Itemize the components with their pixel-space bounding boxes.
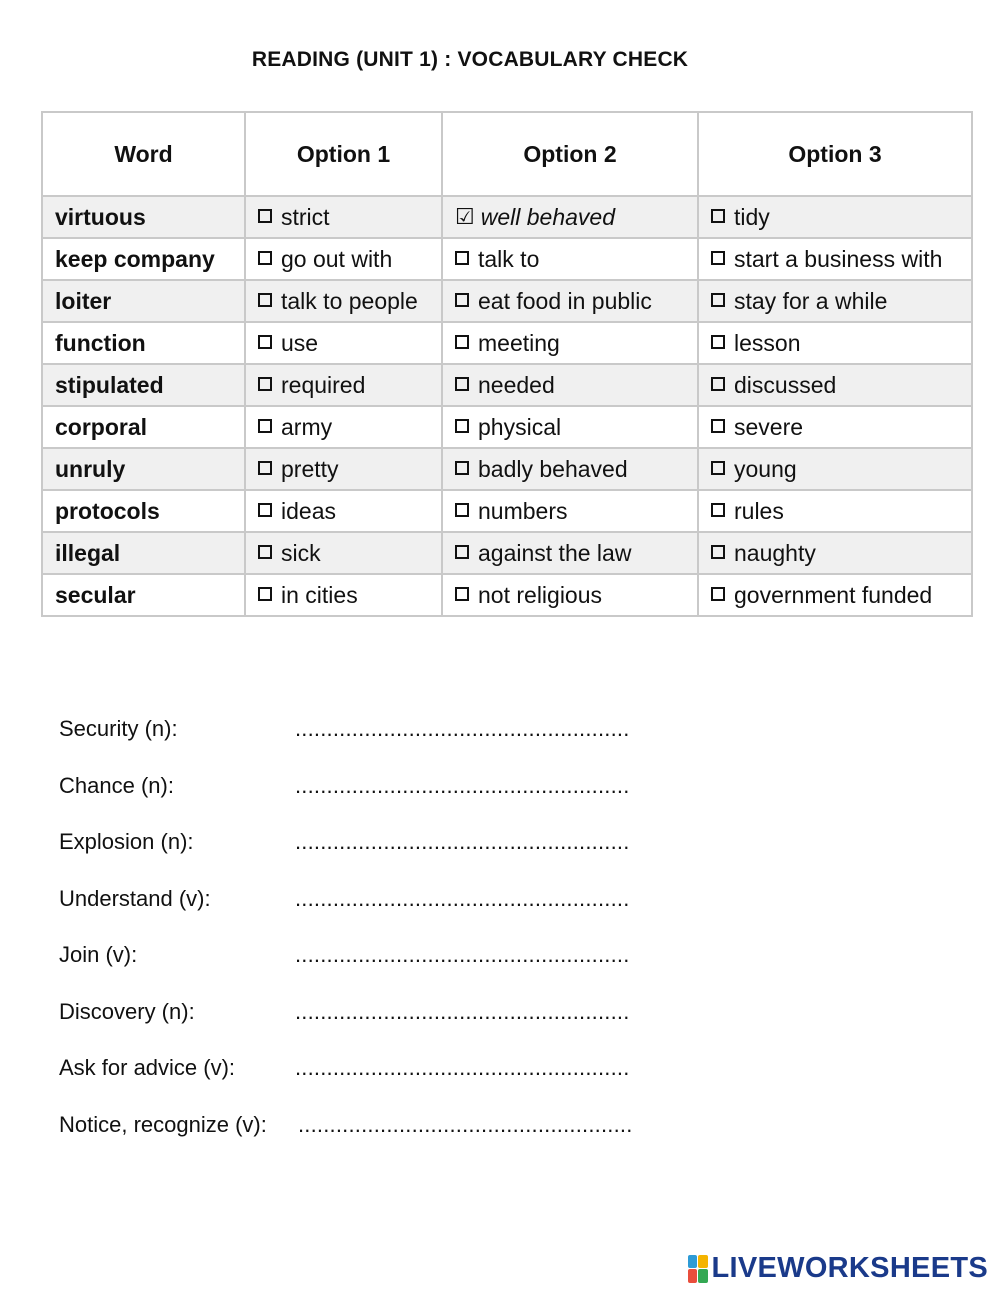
checkbox-icon[interactable]	[711, 587, 725, 601]
option-label: required	[281, 371, 366, 398]
fill-in-label: Chance (n):	[59, 772, 174, 798]
answer-blank[interactable]: .....................................................	[295, 1055, 630, 1080]
checkbox-icon[interactable]	[711, 461, 725, 475]
option-choice[interactable]	[455, 456, 697, 483]
checkbox-icon[interactable]	[711, 419, 725, 433]
fill-in-item	[59, 942, 709, 999]
option-label: talk to	[478, 245, 540, 272]
fill-in-label: Discovery (n):	[59, 998, 195, 1024]
checkbox-icon[interactable]	[258, 335, 272, 349]
header-option-1: Option 1	[245, 112, 442, 196]
checkbox-icon[interactable]	[258, 587, 272, 601]
checkbox-icon[interactable]	[711, 377, 725, 391]
option-choice[interactable]	[711, 414, 971, 441]
option-choice[interactable]	[455, 498, 697, 525]
logo-tile	[698, 1255, 708, 1269]
table-row	[42, 238, 972, 280]
checkbox-icon[interactable]	[455, 461, 469, 475]
option-2-cell	[442, 490, 698, 532]
option-choice[interactable]	[711, 456, 971, 483]
option-label: in cities	[281, 581, 358, 608]
checkbox-icon[interactable]	[711, 209, 725, 223]
vocab-word: unruly	[42, 448, 245, 490]
checkbox-icon[interactable]	[455, 587, 469, 601]
option-label: government funded	[734, 581, 933, 608]
option-choice[interactable]	[455, 540, 697, 567]
option-choice[interactable]	[711, 498, 971, 525]
answer-blank[interactable]: .....................................................	[295, 998, 630, 1024]
checkbox-icon[interactable]	[455, 251, 469, 265]
option-choice[interactable]	[258, 498, 441, 525]
option-choice[interactable]	[258, 540, 441, 567]
option-3-cell	[698, 448, 972, 490]
option-1-cell	[245, 322, 442, 364]
option-choice[interactable]	[258, 456, 441, 483]
checkbox-icon[interactable]	[711, 293, 725, 307]
option-choice[interactable]	[711, 288, 971, 315]
option-label: physical	[478, 413, 562, 440]
fill-in-label: Security (n):	[59, 716, 178, 741]
vocab-word: function	[42, 322, 245, 364]
option-3-cell	[698, 238, 972, 280]
option-label: severe	[734, 413, 804, 440]
option-label: needed	[478, 371, 555, 398]
checkbox-icon[interactable]	[455, 335, 469, 349]
option-choice[interactable]	[258, 204, 441, 231]
vocab-word: protocols	[42, 490, 245, 532]
checkbox-icon[interactable]	[258, 461, 272, 475]
table-row	[42, 322, 972, 364]
checkbox-icon[interactable]	[455, 377, 469, 391]
checkbox-icon[interactable]	[258, 293, 272, 307]
option-choice[interactable]	[711, 582, 971, 609]
option-2-cell	[442, 574, 698, 616]
option-label: naughty	[734, 539, 816, 566]
option-label: discussed	[734, 371, 837, 398]
option-choice[interactable]	[258, 414, 441, 441]
fill-in-label: Understand (v):	[59, 885, 211, 911]
option-choice[interactable]	[711, 330, 971, 357]
option-2-cell	[442, 196, 698, 238]
header-word: Word	[42, 112, 245, 196]
option-label: use	[281, 329, 319, 356]
option-choice[interactable]	[455, 330, 697, 357]
answer-blank[interactable]: .....................................................	[295, 716, 630, 741]
option-3-cell	[698, 322, 972, 364]
option-label: well behaved	[480, 203, 615, 230]
vocab-word: illegal	[42, 532, 245, 574]
logo-tile	[698, 1269, 708, 1283]
option-choice[interactable]	[455, 582, 697, 609]
option-1-cell	[245, 238, 442, 280]
header-option-2: Option 2	[442, 112, 698, 196]
checkbox-icon[interactable]	[258, 419, 272, 433]
option-label: army	[281, 413, 333, 440]
table-row	[42, 574, 972, 616]
option-choice[interactable]	[711, 204, 971, 231]
logo-mark-icon	[688, 1255, 708, 1283]
option-label: stay for a while	[734, 287, 888, 314]
checkbox-icon[interactable]	[711, 251, 725, 265]
option-choice[interactable]	[455, 204, 697, 231]
option-3-cell	[698, 574, 972, 616]
option-2-cell	[442, 448, 698, 490]
checkbox-icon[interactable]	[258, 503, 272, 517]
answer-blank[interactable]: .....................................................	[295, 829, 630, 854]
option-label: strict	[281, 203, 330, 230]
option-1-cell	[245, 532, 442, 574]
option-label: against the law	[478, 539, 632, 566]
checkbox-icon[interactable]	[711, 503, 725, 517]
fill-in-label: Ask for advice (v):	[59, 1055, 236, 1080]
fill-in-item	[59, 886, 709, 943]
answer-blank[interactable]: .....................................................	[295, 772, 630, 798]
option-1-cell	[245, 364, 442, 406]
fill-in-item	[59, 716, 709, 773]
option-label: not religious	[478, 581, 603, 608]
option-choice[interactable]	[711, 540, 971, 567]
option-choice[interactable]	[711, 246, 971, 273]
fill-in-label: Join (v):	[59, 942, 138, 967]
option-choice[interactable]	[711, 372, 971, 399]
header-option-3: Option 3	[698, 112, 972, 196]
fill-in-item	[59, 999, 709, 1056]
fill-in-label: Notice, recognize (v):	[59, 1111, 267, 1137]
checkbox-icon[interactable]	[258, 377, 272, 391]
checkbox-icon[interactable]	[455, 545, 469, 559]
option-3-cell	[698, 532, 972, 574]
option-2-cell	[442, 406, 698, 448]
option-label: sick	[281, 539, 321, 566]
option-3-cell	[698, 490, 972, 532]
option-choice[interactable]	[455, 288, 697, 315]
checkbox-icon[interactable]	[258, 545, 272, 559]
checked-checkbox-icon[interactable]: ☑	[455, 204, 475, 229]
table-row	[42, 532, 972, 574]
vocab-word: virtuous	[42, 196, 245, 238]
vocab-word: corporal	[42, 406, 245, 448]
table-row	[42, 490, 972, 532]
option-label: rules	[734, 497, 784, 524]
checkbox-icon[interactable]	[258, 251, 272, 265]
page-title: READING (UNIT 1) : VOCABULARY CHECK	[251, 48, 689, 71]
option-label: tidy	[734, 203, 770, 230]
option-1-cell	[245, 280, 442, 322]
checkbox-icon[interactable]	[455, 293, 469, 307]
option-choice[interactable]	[258, 288, 441, 315]
option-1-cell	[245, 574, 442, 616]
vocabulary-table	[41, 111, 973, 617]
answer-blank[interactable]: .....................................................	[295, 885, 630, 911]
option-2-cell	[442, 238, 698, 280]
option-label: ideas	[281, 497, 336, 524]
checkbox-icon[interactable]	[711, 335, 725, 349]
option-1-cell	[245, 490, 442, 532]
answer-blank[interactable]: .....................................................	[295, 942, 630, 967]
logo-text: LIVEWORKSHEETS	[711, 1252, 988, 1284]
vocab-word: stipulated	[42, 364, 245, 406]
checkbox-icon[interactable]	[455, 419, 469, 433]
option-3-cell	[698, 406, 972, 448]
table-row	[42, 448, 972, 490]
option-3-cell	[698, 196, 972, 238]
option-choice[interactable]	[455, 246, 697, 273]
option-label: pretty	[281, 455, 339, 482]
table-row	[42, 196, 972, 238]
vocab-word: keep company	[42, 238, 245, 280]
option-2-cell	[442, 322, 698, 364]
option-label: meeting	[478, 329, 560, 356]
table-row	[42, 280, 972, 322]
vocab-word: secular	[42, 574, 245, 616]
option-label: numbers	[478, 497, 568, 524]
fill-in-list	[59, 716, 709, 1168]
fill-in-item	[59, 1112, 709, 1169]
option-3-cell	[698, 280, 972, 322]
option-choice[interactable]	[455, 414, 697, 441]
fill-in-item	[59, 1055, 709, 1112]
option-label: go out with	[281, 245, 393, 272]
option-choice[interactable]	[258, 330, 441, 357]
table-row	[42, 406, 972, 448]
checkbox-icon[interactable]	[711, 545, 725, 559]
fill-in-label: Explosion (n):	[59, 829, 194, 854]
option-label: lesson	[734, 329, 801, 356]
checkbox-icon[interactable]	[455, 503, 469, 517]
option-label: talk to people	[281, 287, 418, 314]
option-2-cell	[442, 364, 698, 406]
option-label: eat food in public	[478, 287, 652, 314]
logo-tile	[688, 1269, 698, 1283]
option-label: start a business with	[734, 245, 943, 272]
table-row	[42, 364, 972, 406]
option-1-cell	[245, 448, 442, 490]
logo-tile	[688, 1255, 698, 1269]
checkbox-icon[interactable]	[258, 209, 272, 223]
option-3-cell	[698, 364, 972, 406]
option-choice[interactable]	[258, 372, 441, 399]
option-choice[interactable]	[258, 582, 441, 609]
fill-in-item	[59, 829, 709, 886]
option-label: young	[734, 455, 797, 482]
option-1-cell	[245, 406, 442, 448]
liveworksheets-logo	[688, 1252, 989, 1285]
option-2-cell	[442, 532, 698, 574]
option-label: badly behaved	[478, 455, 628, 482]
vocab-word: loiter	[42, 280, 245, 322]
option-1-cell	[245, 196, 442, 238]
table-header-row	[42, 112, 972, 196]
option-choice[interactable]	[455, 372, 697, 399]
fill-in-item	[59, 773, 709, 830]
answer-blank[interactable]: .....................................................	[298, 1111, 633, 1137]
option-choice[interactable]	[258, 246, 441, 273]
option-2-cell	[442, 280, 698, 322]
